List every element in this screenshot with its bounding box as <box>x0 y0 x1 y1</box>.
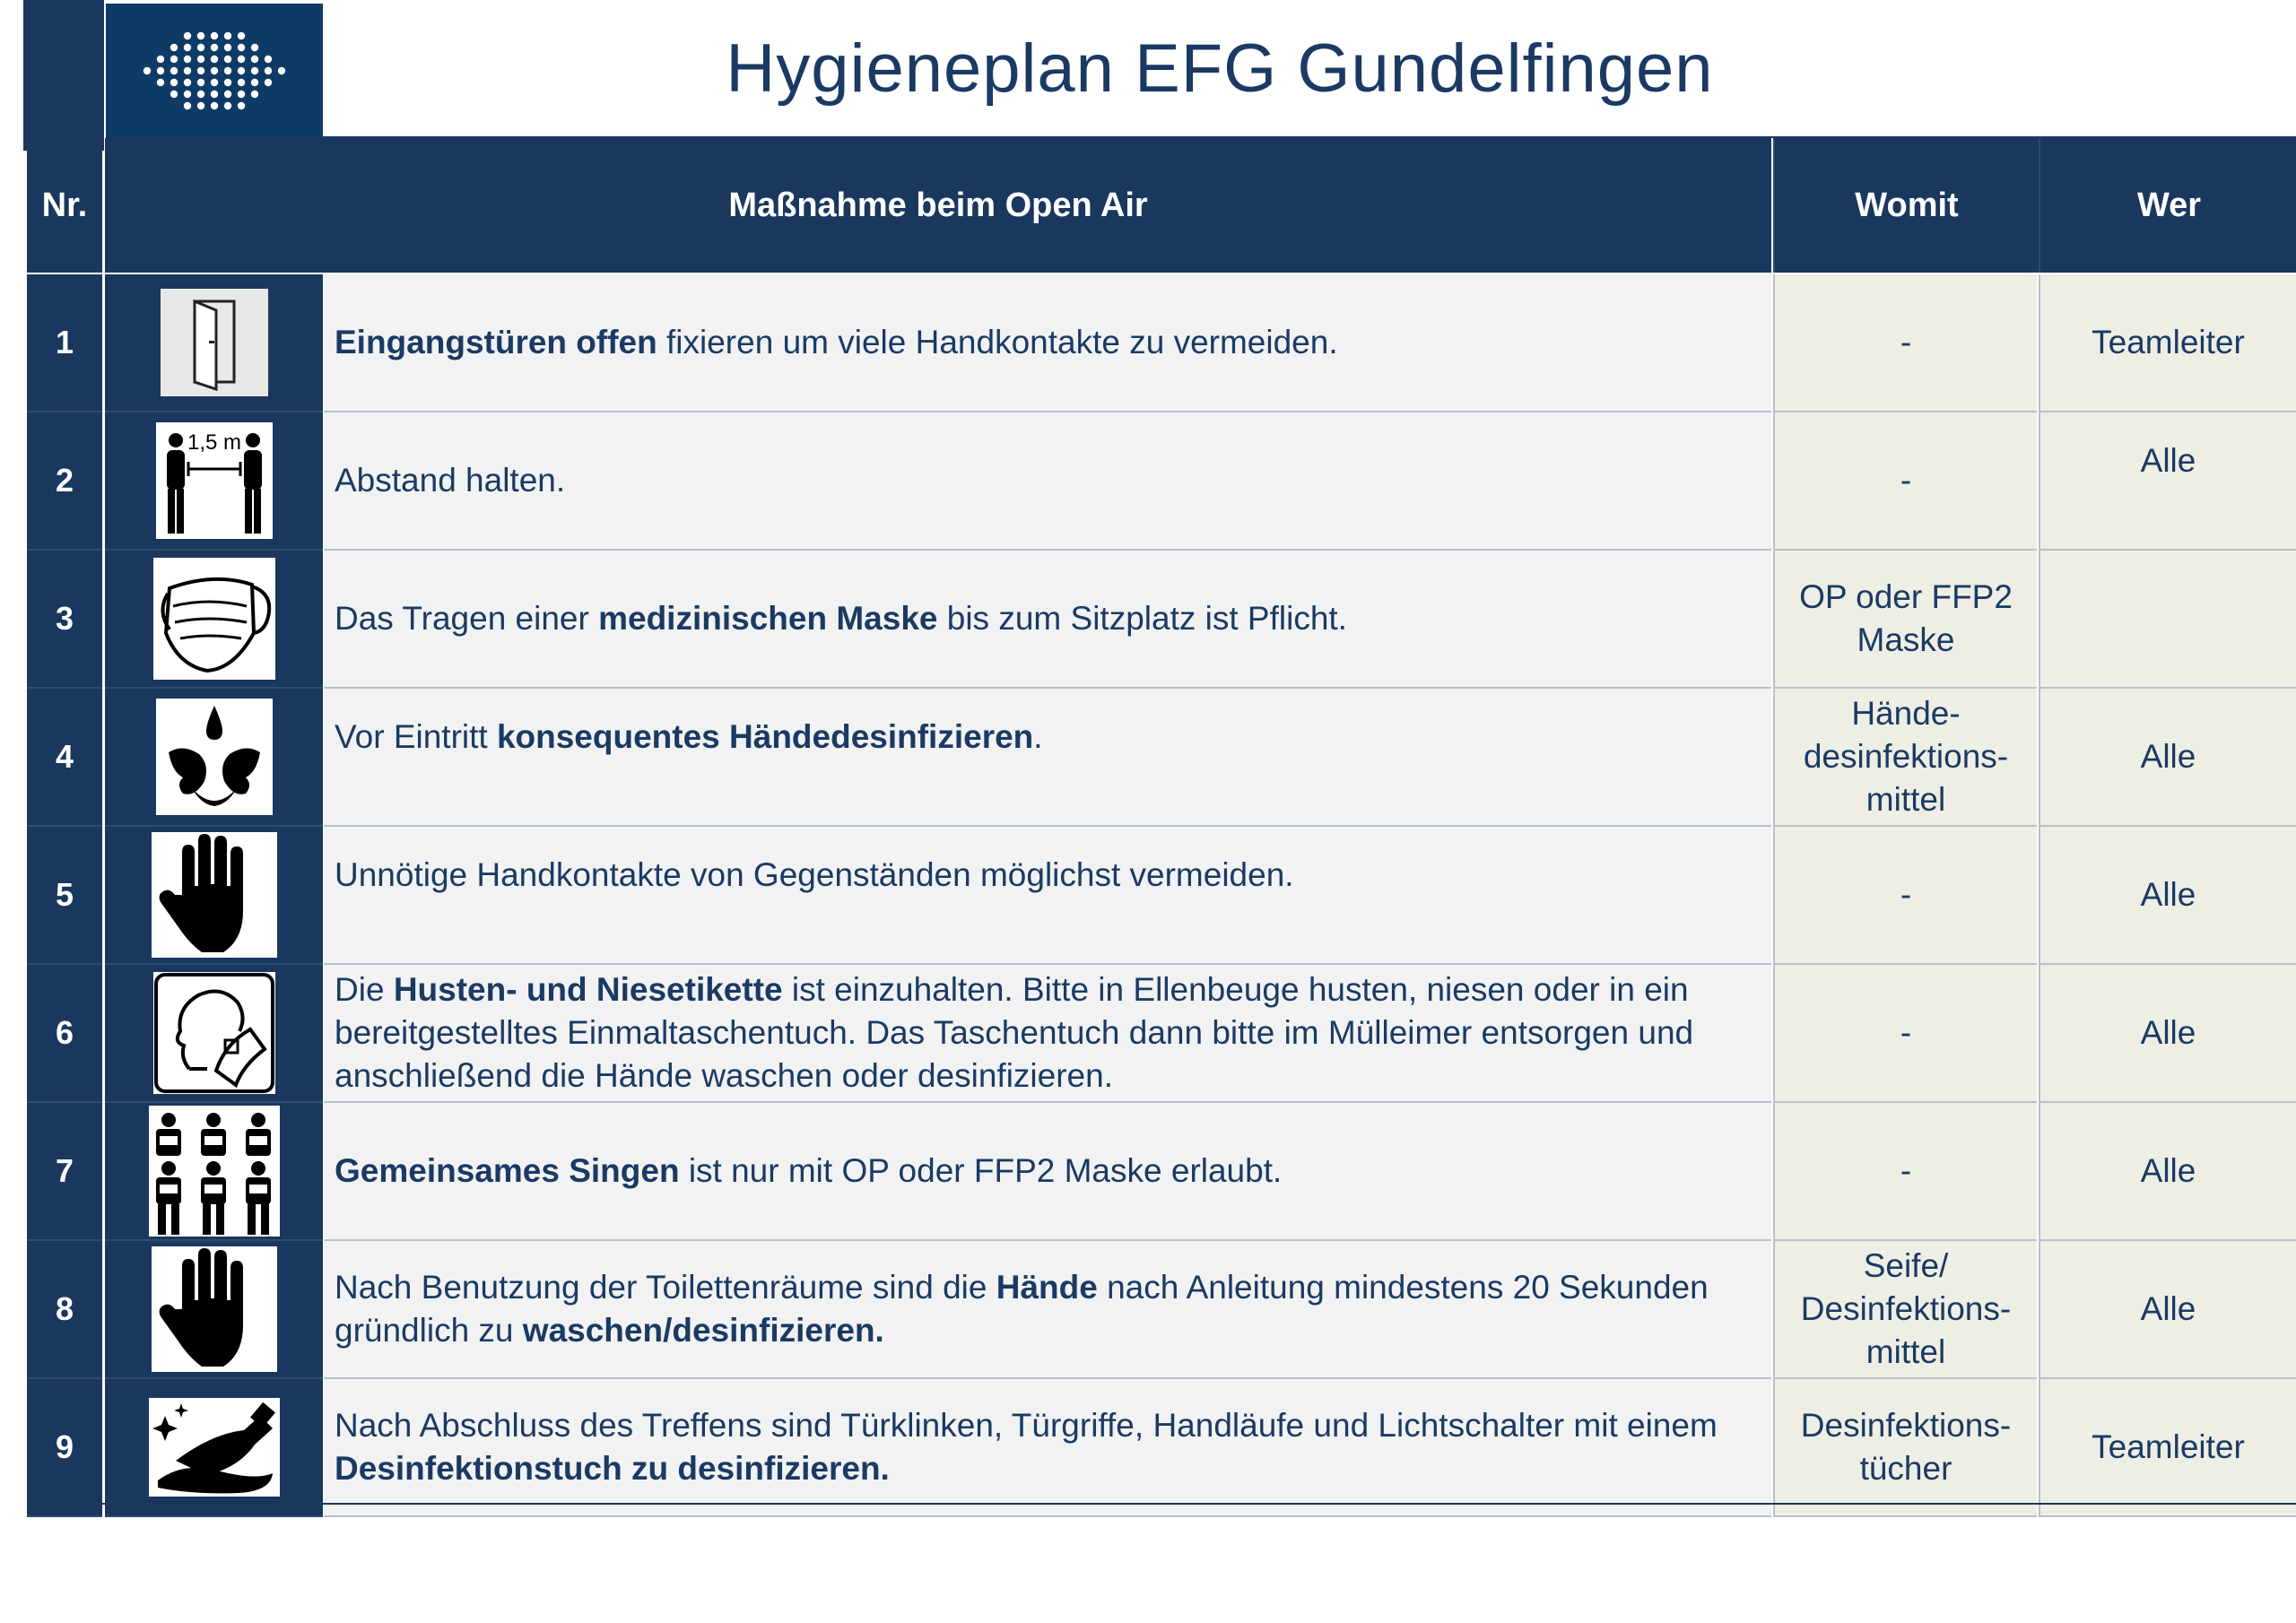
measure-text-bold: waschen/desinfizieren. <box>522 1312 884 1349</box>
wer-text: Alle <box>2140 1152 2196 1189</box>
row-womit <box>1773 412 2037 551</box>
measure-text-bold: Hände <box>996 1269 1098 1306</box>
measure-text <box>335 459 565 502</box>
hand-disinfection-icon <box>156 699 273 815</box>
row-wer <box>2039 1103 2296 1241</box>
wer-text: Alle <box>2140 738 2196 775</box>
row-measure-text <box>324 412 1771 551</box>
row-icon-cell <box>105 689 323 827</box>
womit-text: Hände-desinfektions-mittel <box>1803 695 2009 818</box>
open-door-icon <box>161 289 268 396</box>
row-number: 9 <box>27 1379 102 1517</box>
row-icon-cell <box>105 827 323 965</box>
row-icon-cell <box>105 1103 323 1241</box>
row-number: 2 <box>27 412 102 551</box>
measure-text <box>335 854 1294 897</box>
row-womit <box>1773 965 2037 1103</box>
measure-text <box>335 1404 1759 1490</box>
measure-text <box>335 968 1759 1098</box>
row-wer <box>2039 965 2296 1103</box>
svg-text:1,5 m: 1,5 m <box>187 430 241 455</box>
wer-text: Alle <box>2140 1290 2196 1327</box>
header-nr: Nr. <box>27 138 102 273</box>
row-wer <box>2039 689 2296 827</box>
measure-text-part: . <box>1033 718 1043 755</box>
row-measure-text <box>324 965 1771 1103</box>
title-strip <box>23 0 104 151</box>
measure-text-part: Die <box>335 971 394 1008</box>
row-measure-text <box>324 1379 1771 1517</box>
measure-text-bold: konsequentes Händedesinfizieren <box>496 718 1034 755</box>
hand-icon <box>152 832 277 958</box>
measure-text-part: Nach Abschluss des Treffens sind Türklinken, Türgriffe, Handläufe und Lichtschalter mit einem <box>335 1407 1718 1444</box>
row-womit <box>1773 1379 2037 1517</box>
womit-text: OP oder FFP2 Maske <box>1799 578 2013 658</box>
row-womit <box>1773 274 2037 412</box>
measure-text-part: nach Anleitung mindestens 20 Sekunden gründlich zu <box>335 1269 1709 1349</box>
hand-icon <box>152 1246 277 1372</box>
measure-text <box>335 1266 1759 1352</box>
row-measure-text <box>324 551 1771 689</box>
row-womit <box>1773 1103 2037 1241</box>
row-number: 1 <box>27 274 102 412</box>
row-measure-text <box>324 274 1771 412</box>
measure-text-part: bis zum Sitzplatz ist Pflicht. <box>937 600 1347 637</box>
measure-text <box>335 1150 1282 1193</box>
measure-text-part: Vor Eintritt <box>335 718 497 755</box>
measure-text-part: ist nur mit OP oder FFP2 Maske erlaubt. <box>679 1152 1283 1189</box>
womit-text: - <box>1900 462 1912 499</box>
measure-text-bold: Eingangstüren offen <box>335 324 657 360</box>
cough-etiquette-icon <box>153 972 275 1094</box>
womit-text: Seife/ Desinfektions-mittel <box>1800 1247 2012 1370</box>
measure-text-bold: Husten- und Niesetikette <box>393 971 783 1008</box>
row-womit <box>1773 689 2037 827</box>
womit-text: Desinfektions-tücher <box>1800 1407 2012 1487</box>
row-wer <box>2039 827 2296 965</box>
womit-text: - <box>1900 324 1912 360</box>
distance-icon <box>156 422 273 539</box>
row-wer <box>2039 1379 2296 1517</box>
wer-text: Alle <box>2140 876 2196 913</box>
row-measure-text <box>324 827 1771 965</box>
header-wer: Wer <box>2039 138 2296 273</box>
logo-dots-icon <box>106 4 323 138</box>
row-womit <box>1773 1241 2037 1379</box>
row-icon-cell <box>105 412 323 551</box>
row-measure-text <box>324 689 1771 827</box>
wer-text: Teamleiter <box>2092 324 2245 360</box>
row-icon-cell <box>105 274 323 412</box>
row-wer <box>2039 274 2296 412</box>
page-title: Hygieneplan EFG Gundelfingen <box>726 30 1714 107</box>
row-icon-cell <box>105 1241 323 1379</box>
measure-text <box>335 597 1347 640</box>
row-measure-text <box>324 1103 1771 1241</box>
measure-text-part: fixieren um viele Handkontakte zu vermeiden. <box>657 324 1338 360</box>
measure-text-part: Nach Benutzung der Toilettenräume sind die <box>335 1269 996 1306</box>
measure-text-part: Unnötige Handkontakte von Gegenständen möglichst vermeiden. <box>335 856 1294 893</box>
row-number: 3 <box>27 551 102 689</box>
womit-text: - <box>1900 1152 1912 1189</box>
measure-text-bold: Gemeinsames Singen <box>335 1152 680 1189</box>
measure-text <box>335 321 1338 364</box>
measure-text-part: Abstand halten. <box>335 462 566 499</box>
header-massnahme: Maßnahme beim Open Air <box>105 138 1771 273</box>
row-icon-cell <box>105 551 323 689</box>
row-number: 7 <box>27 1103 102 1241</box>
wer-text: Teamleiter <box>2092 1428 2245 1465</box>
wer-text: Alle <box>2140 1014 2196 1051</box>
header-womit: Womit <box>1773 138 2039 273</box>
womit-text: - <box>1900 1014 1912 1051</box>
row-womit <box>1773 827 2037 965</box>
measure-text-bold: Desinfektionstuch zu desinfizieren. <box>335 1450 890 1487</box>
row-wer <box>2039 1241 2296 1379</box>
row-wer <box>2039 551 2296 689</box>
row-icon-cell <box>105 965 323 1103</box>
row-number: 6 <box>27 965 102 1103</box>
measure-text-bold: medizinischen Maske <box>598 600 938 637</box>
row-measure-text <box>324 1241 1771 1379</box>
row-wer <box>2039 412 2296 551</box>
mask-icon <box>153 558 275 680</box>
measure-text <box>335 716 1043 759</box>
row-icon-cell <box>105 1379 323 1517</box>
row-number: 5 <box>27 827 102 965</box>
row-number: 8 <box>27 1241 102 1379</box>
row-number: 4 <box>27 689 102 827</box>
row-womit <box>1773 551 2037 689</box>
womit-text: - <box>1900 876 1912 913</box>
choir-icon <box>149 1106 280 1237</box>
measure-text-part: Das Tragen einer <box>335 600 599 637</box>
wer-text: Alle <box>2140 442 2196 479</box>
logo <box>106 4 323 138</box>
measure-text-part: ist einzuhalten. Bitte in Ellenbeuge husten, niesen oder in ein bereitgestelltes Einmaltaschentuch. Das Taschentuch dann bitte im Mülleimer entsorgen und anschließend die Hände waschen oder desinfizieren. <box>335 971 1694 1094</box>
table-bottom-rule <box>27 1503 2296 1505</box>
wipe-surface-icon <box>149 1398 280 1497</box>
